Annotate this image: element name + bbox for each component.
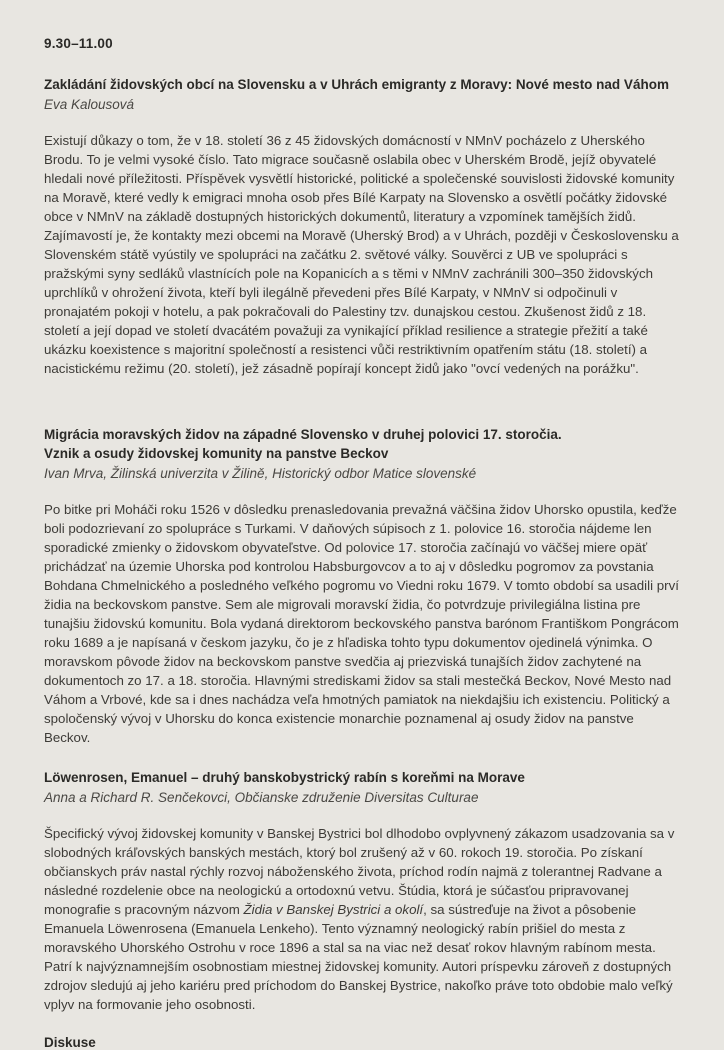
abstract-book-title-italic: Židia v Banskej Bystrici a okolí bbox=[243, 902, 424, 917]
abstract-text-after-italic: , sa sústreďuje na život a pôsobenie Emanuela Löwenrosena (Emanuela Lenkeho). Tento významný neologický rabín prišiel do mesta z moravského Uhorského Ostrohu v roce 1896 a stal sa na viac než desať rokov hlavným rabínom mesta. Patrí k najvýznamnejším osobnostiam miestnej židovskej komunity. Autori príspevku zároveň z dostupných zdrojov sledujú aj jeho kariéru pred príchodom do Banskej Bystrice, nakoľko práve toto obdobie malo veľký vplyv na formovanie jeho osobnosti. bbox=[44, 902, 673, 1012]
session-time: 9.30–11.00 bbox=[44, 36, 113, 51]
abstract-paragraph bbox=[44, 824, 680, 1014]
session-title: Zakládání židovských obcí na Slovensku a v Uhrách emigranty z Moravy: Nové mesto nad Váhom bbox=[44, 77, 669, 92]
session-title bbox=[44, 425, 680, 463]
session-title: Löwenrosen, Emanuel – druhý banskobystrický rabín s koreňmi na Morave bbox=[44, 770, 525, 785]
abstract-text-before-italic: Špecifický vývoj židovskej komunity v Banskej Bystrici bol dlhodobo ovplyvnený zákazom usadzovania sa v slobodných kráľovských banských mestách, ktorý bol zrušený až v 60. rokoch 19. storočia. Po získaní občianskych práv nastal rýchly rozvoj náboženského života, príchod rodín najmä z tolerantnej Radvane a následné rozdelenie obce na neologickú a ortodoxnú vetvu. Štúdia, ktorá je súčasťou pripravovanej monografie s pracovným názvom bbox=[44, 826, 675, 917]
speaker-name: Ivan Mrva, Žilinská univerzita v Žilině, Historický odbor Matice slovenské bbox=[44, 466, 477, 481]
abstract-paragraph: Existují důkazy o tom, že v 18. století 36 z 45 židovských domácností v NMnV pocházelo z Uherského Brodu. To je velmi vysoké číslo. Tato migrace současně oslabila obec v Uherském Brodě, jejíž obyvatelé hledali nové příležitosti. Příspěvek vysvětlí historické, politické a společenské souvislosti židovské komunity na Moravě, které vedly k emigraci mnoha osob přes Bílé Karpaty na Slovensko a osvětlí počátky židovské obce v NMnV na základě dostupných historických dokumentů, literatury a vzpomínek tamějších židů. Zajímavostí je, že kontakty mezi obcemi na Moravě (Uherský Brod) a v Uhrách, později v Československu a Slovenském státě vyústily ve spolupráci na začátku 2. světové války. Souvěrci z UB ve spolupráci s pražskými syny sedláků vlastnících pole na Kopanicích a s těmi v NMnV zachránili 300–350 židovských uprchlíků v ohrožení života, kteří byli ilegálně převedeni přes Bílé Karpaty, v NMnV si odpočinuli v pronajatém pokoji v hotelu, a pak pokračovali do Palestiny tzv. dunajskou cestou. Zkušenost židů z 18. století a její dopad ve století dvacátém považuji za vynikající příklad resilience a strategie přežití a také ukázku koexistence s majoritní společností a resistenci vůči restriktivním opatřením státu (18. století) a nacistickému režimu (20. století), jež zásadně popírají koncept židů jako "ovcí vedených na porážku". bbox=[44, 133, 679, 376]
session-title-line-2: Vznik a osudy židovskej komunity na panstve Beckov bbox=[44, 446, 389, 461]
speaker-name: Eva Kalousová bbox=[44, 97, 135, 112]
session-block-2 bbox=[44, 425, 680, 747]
speaker-name: Anna a Richard R. Senčekovci, Občianske združenie Diversitas Culturae bbox=[44, 790, 479, 805]
discussion-heading: Diskuse bbox=[44, 1035, 96, 1050]
session-title-line-1: Migrácia moravských židov na západné Slovensko v druhej polovici 17. storočia. bbox=[44, 427, 562, 442]
abstract-paragraph: Po bitke pri Moháči roku 1526 v dôsledku prenasledovania prevažná väčšina židov Uhorsko opustila, keďže boli podozrievaní zo spolupráce s Turkami. V daňových súpisoch z 1. polovice 16. storočia nájdeme len sporadické zmienky o židovskom obyvateľstve. Od polovice 17. storočia začínajú vo väčšej miere opäť prichádzať na územie Uhorska pod kontrolou Habsburgovcov a to aj v dôsledku pogromov za povstania Bohdana Chmelnického a posledného veľkého pogromu vo Viedni roku 1679. V tomto období sa usadili prví židia na beckovskom panstve. Sem ale migrovali moravskí židia, čo potvrdzuje privilegiálna listina pre tunajšiu židovskú komunitu. Bola vydaná direktorom beckovského panstva barónom Františkom Pongrácom roku 1689 a je napísaná v českom jazyku, čo je z hľadiska tohto typu dokumentov ojedinelá výnimka. O moravskom pôvode židov na beckovskom panstve svedčia aj priezviská tunajších židov zachytené na dokumentoch zo 17. a 18. storočia. Hlavnými strediskami židov sa stali mestečká Beckov, Nové Mesto nad Váhom a Vrbové, kde sa i dnes nachádza veľa hmotných pamiatok na niekdajšiu ich existenciu. Politický a spoločenský vývoj v Uhorsku do konca existencie monarchie poznamenal aj osudy židov na panstve Beckov. bbox=[44, 502, 679, 745]
session-block-1 bbox=[44, 75, 680, 378]
session-block-3 bbox=[44, 768, 680, 1014]
